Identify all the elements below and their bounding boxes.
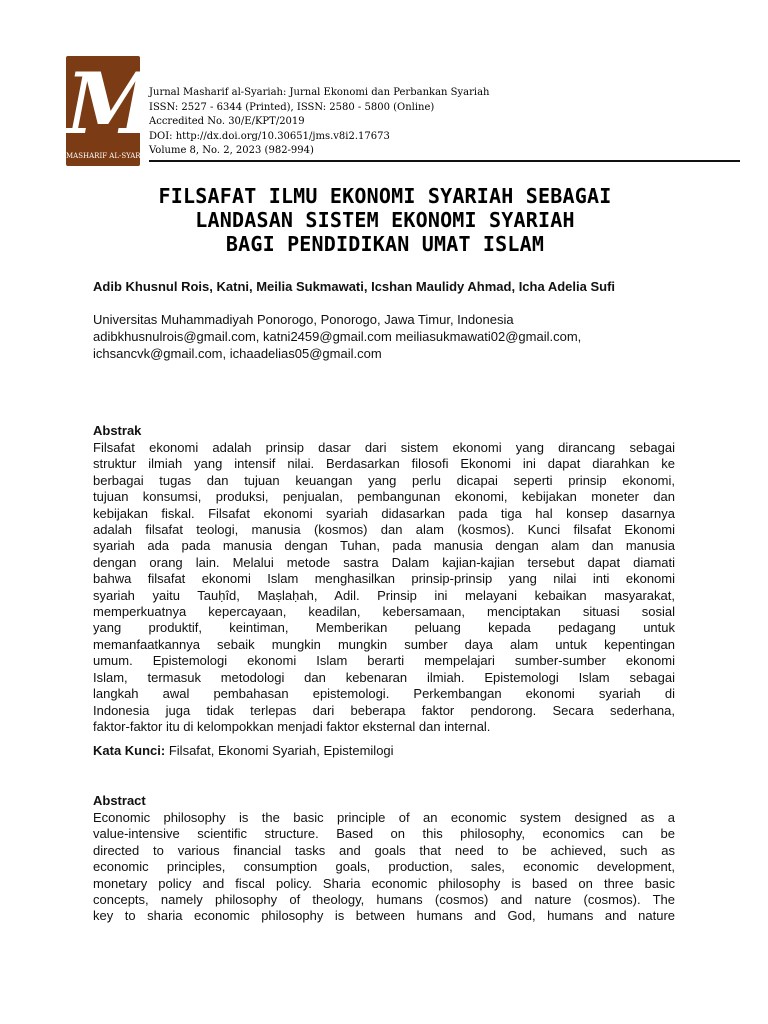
abstrak-body	[93, 440, 675, 735]
abstract-line: economic principles, consumption goals, production, sales, economic development,	[93, 859, 675, 875]
abstract-line: Economic philosophy is the basic principle of an economic system designed as a	[93, 810, 675, 825]
title-line: BAGI PENDIDIKAN UMAT ISLAM	[225, 232, 545, 256]
journal-info	[149, 86, 490, 159]
affiliation: Universitas Muhammadiyah Ponorogo, Ponorogo, Jawa Timur, Indonesia	[93, 312, 514, 327]
abstrak-line: memperkuatnya kepercayaan, keadilan, kebersamaan, menciptakan situasi sosial	[93, 604, 675, 620]
abstrak-line: memanfaatkannya sebaik mungkin mungkin sumber daya alam untuk kepentingan	[93, 636, 675, 652]
keywords	[93, 743, 394, 759]
abstract-body	[93, 810, 675, 925]
abstract-line: value-intensive scientific structure. Based on this philosophy, economics can be	[93, 826, 675, 842]
journal-volume: Volume 8, No. 2, 2023 (982-994)	[149, 145, 314, 157]
abstrak-line: langkah awal pembahasan epistemologi. Perkembangan ekonomi syariah di	[93, 686, 675, 702]
abstract-line: monetary policy and fiscal policy. Sharia economic philosophy is based on three basic	[93, 875, 675, 891]
abstrak-line: kebijakan fiskal. Filsafat ekonomi syariah didasarkan pada tiga hal konsep dasarnya	[93, 505, 675, 521]
paper-title	[70, 184, 700, 256]
abstrak-line: adalah filsafat teologi, manusia (kosmos) dan alam (kosmos). Kunci filsafat Ekonomi	[93, 522, 675, 538]
affiliation-block	[93, 311, 693, 362]
abstrak-line: faktor-faktor itu di kelompokkan menjadi faktor eksternal dan internal.	[93, 718, 491, 734]
journal-doi: DOI: http://dx.doi.org/10.30651/jms.v8i2.17673	[149, 130, 390, 142]
logo-letter: M	[66, 54, 159, 153]
abstrak-heading: Abstrak	[93, 423, 142, 438]
abstrak-line: syariah yaitu Tauḥîd, Maṣlaḥah, Adil. Prinsip ini melayani kebaikan masyarakat,	[93, 587, 675, 603]
abstrak-line: syariah ada pada manusia dengan Tuhan, pada manusia dengan alam dan manusia	[93, 538, 675, 554]
abstrak-line: dengan orang lain. Melalui metode sastra Dalam kajian-kajian tersebut dapat diamati	[93, 554, 675, 570]
journal-logo	[66, 54, 159, 166]
abstract-heading: Abstract	[93, 793, 146, 808]
author-emails: adibkhusnulrois@gmail.com, katni2459@gmail.com meiliasukmawati02@gmail.com,	[93, 329, 582, 344]
journal-issn: ISSN: 2527 - 6344 (Printed), ISSN: 2580 - 5800 (Online)	[149, 101, 435, 113]
abstrak-line: Indonesia juga tidak terlepas dari beberapa faktor pendorong. Secara sederhana,	[93, 702, 675, 718]
abstrak-line: umum. Epistemologi ekonomi Islam berarti mempelajari sumber-sumber ekonomi	[93, 653, 675, 669]
journal-accreditation: Accredited No. 30/E/KPT/2019	[149, 116, 305, 128]
header-rule	[149, 160, 740, 162]
abstract-line: directed to various financial tasks and goals that need to be achieved, such as	[93, 842, 675, 858]
abstrak-line: bahwa filsafat ekonomi Islam menghasilkan prinsip-prinsip yang nilai inti ekonomi	[93, 571, 675, 587]
abstrak-line: yang produktif, keintiman, Memberikan peluang kepada pedagang untuk	[93, 620, 675, 636]
title-line: LANDASAN SISTEM EKONOMI SYARIAH	[195, 208, 575, 232]
logo-caption: MASHARIF AL-SYARIAH	[66, 152, 155, 160]
abstract-line: key to sharia economic philosophy is between humans and God, humans and nature	[93, 908, 675, 924]
abstrak-line: berbagai tugas dan tujuan keuangan yang perlu dicapai seperti prinsip ekonomi,	[93, 472, 675, 488]
abstrak-line: tujuan konsumsi, produksi, penjualan, pembangunan ekonomi, kebijakan moneter dan	[93, 489, 675, 505]
title-line: FILSAFAT ILMU EKONOMI SYARIAH SEBAGAI	[158, 184, 612, 208]
abstrak-line: struktur ilmiah yang intensif nilai. Berdasarkan filosofi Ekonomi ini dapat diarahkan ke	[93, 456, 675, 472]
author-emails: ichsancvk@gmail.com, ichaadelias05@gmail.com	[93, 346, 382, 361]
author-list: Adib Khusnul Rois, Katni, Meilia Sukmawati, Icshan Maulidy Ahmad, Icha Adelia Sufi	[93, 279, 616, 294]
journal-name: Jurnal Masharif al-Syariah: Jurnal Ekonomi dan Perbankan Syariah	[149, 87, 490, 98]
keywords-value: Filsafat, Ekonomi Syariah, Epistemilogi	[165, 743, 394, 758]
abstrak-line: Filsafat ekonomi adalah prinsip dasar dari sistem ekonomi yang dirancang sebagai	[93, 440, 675, 455]
keywords-label: Kata Kunci:	[93, 743, 166, 758]
abstrak-line: Islam, termasuk metodologi dan kebenaran ilmiah. Epistemologi Islam sebagai	[93, 669, 675, 685]
abstract-line: concepts, namely philosophy of theology, humans (cosmos) and nature (cosmos). The	[93, 892, 675, 908]
